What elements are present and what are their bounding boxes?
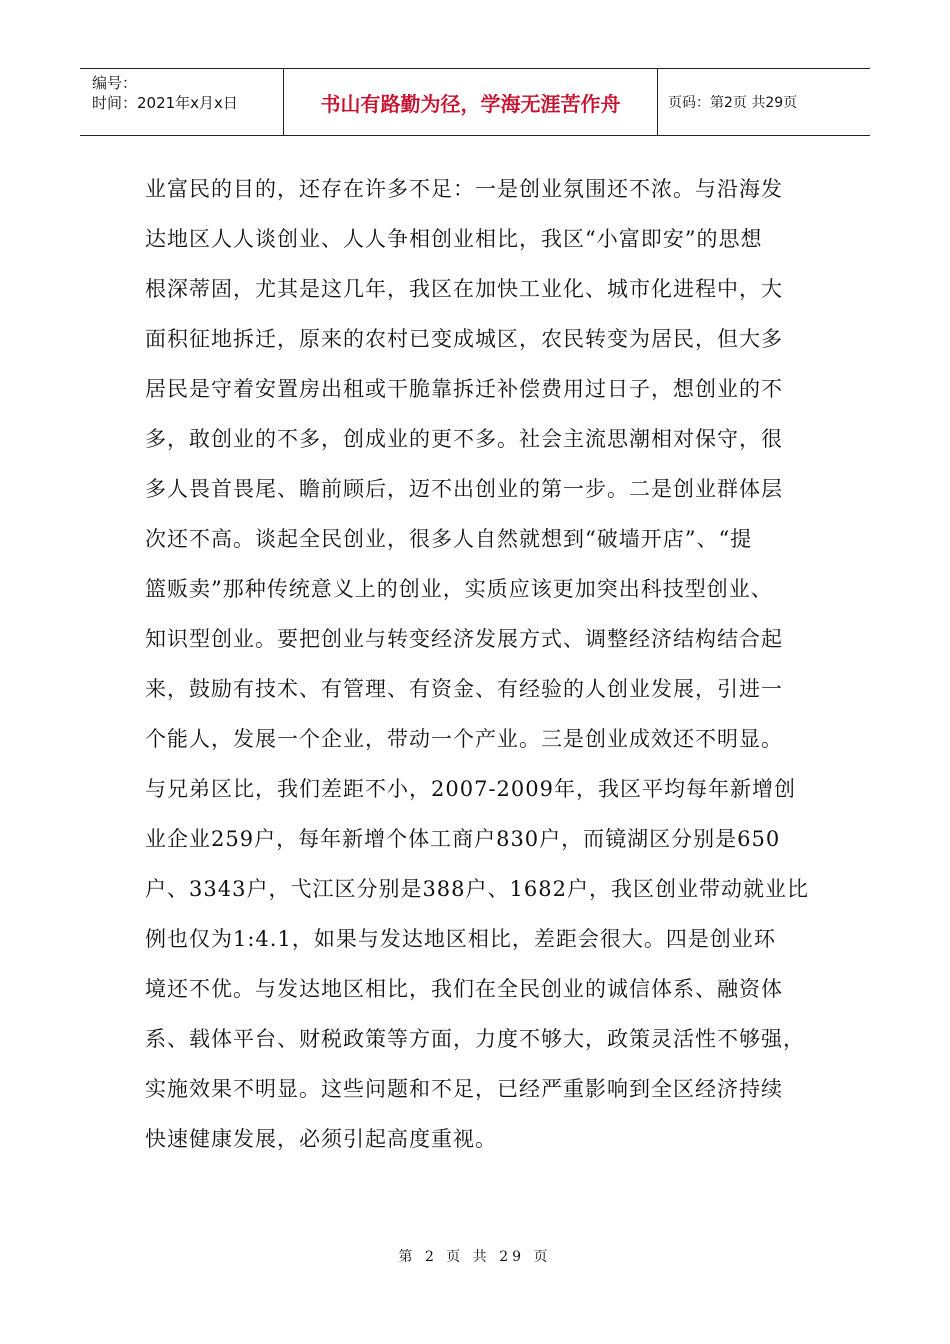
body-line: 系、载体平台、财税政策等方面，力度不够大，政策灵活性不够强， (145, 1027, 805, 1051)
body-line: 根深蒂固，尤其是这几年，我区在加快工业化、城市化进程中，大 (145, 277, 783, 301)
body-line: 篮贩卖”那种传统意义上的创业，实质应该更加突出科技型创业、 (145, 577, 773, 601)
body-text (145, 164, 809, 1164)
body-line: 快速健康发展，必须引起高度重视。 (145, 1127, 497, 1151)
body-line: 与兄弟区比，我们差距不小，2007-2009年，我区平均每年新增创 (145, 777, 796, 801)
header-motto: 书山有路勤为径，学海无涯苦作舟 (284, 69, 658, 135)
body-line: 境还不优。与发达地区相比，我们在全民创业的诚信体系、融资体 (145, 977, 783, 1001)
document-date: 时间：2021年x月x日 (92, 94, 238, 112)
header-page-info: 页码：第2页 共29页 (668, 95, 798, 111)
body-line: 多人畏首畏尾、瞻前顾后，迈不出创业的第一步。二是创业群体层 (145, 477, 783, 501)
body-line: 个能人，发展一个企业，带动一个产业。三是创业成效还不明显。 (145, 727, 783, 751)
document-number-label: 编号： (92, 74, 138, 92)
body-line: 多，敢创业的不多，创成业的更不多。社会主流思潮相对保守，很 (145, 427, 783, 451)
body-line: 业企业259户，每年新增个体工商户830户，而镜湖区分别是650 (145, 827, 781, 851)
body-line: 业富民的目的，还存在许多不足：一是创业氛围还不浓。与沿海发 (145, 177, 783, 201)
body-line: 来，鼓励有技术、有管理、有资金、有经验的人创业发展，引进一 (145, 677, 783, 701)
body-line: 达地区人人谈创业、人人争相创业相比，我区“小富即安”的思想 (145, 227, 763, 251)
page-header (80, 68, 870, 136)
body-line: 实施效果不明显。这些问题和不足，已经严重影响到全区经济持续 (145, 1077, 783, 1101)
body-line: 例也仅为1:4.1，如果与发达地区相比，差距会很大。四是创业环 (145, 927, 776, 951)
body-line: 居民是守着安置房出租或干脆靠拆迁补偿费用过日子，想创业的不 (145, 377, 783, 401)
header-meta (80, 69, 284, 135)
body-line: 知识型创业。要把创业与转变经济发展方式、调整经济结构结合起 (145, 627, 783, 651)
body-line: 次还不高。谈起全民创业，很多人自然就想到“破墙开店”、“提 (145, 527, 753, 551)
body-line: 面积征地拆迁，原来的农村已变成城区，农民转变为居民，但大多 (145, 327, 783, 351)
page-footer: 第 2 页 共 29 页 (398, 1249, 552, 1265)
body-line: 户、3343户，弋江区分别是388户、1682户，我区创业带动就业比 (145, 877, 809, 901)
